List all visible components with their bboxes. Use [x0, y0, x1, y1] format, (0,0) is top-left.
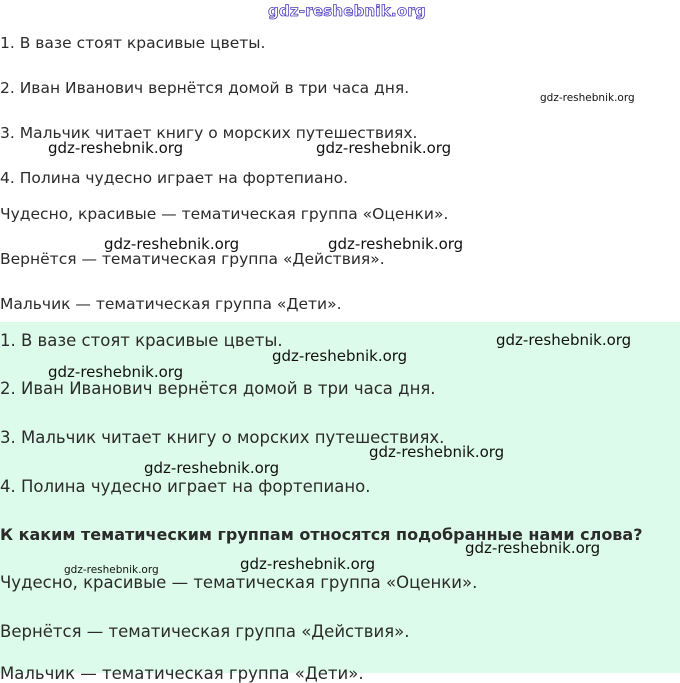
sentence-1: 1. В вазе стоят красивые цветы. [0, 331, 283, 350]
watermark: gdz-reshebnik.org [104, 235, 240, 253]
sentence-3: 3. Мальчик читает книгу о морских путешествиях. [0, 428, 445, 447]
answer-children: Мальчик — тематическая группа «Дети». [0, 295, 342, 313]
sentence-2: 2. Иван Иванович вернётся домой в три часа дня. [0, 79, 410, 97]
question-heading: К каким тематическим группам относятся подобранные нами слова? [0, 525, 643, 544]
answer-evaluations: Чудесно, красивые — тематическая группа «Оценки». [0, 205, 449, 223]
sentence-3: 3. Мальчик читает книгу о морских путешествиях. [0, 124, 418, 142]
sentence-1: 1. В вазе стоят красивые цветы. [0, 34, 266, 52]
sentence-4: 4. Полина чудесно играет на фортепиано. [0, 169, 349, 187]
top-text-block [0, 0, 680, 322]
answer-children: Мальчик — тематическая группа «Дети». [0, 664, 364, 683]
watermark: gdz-reshebnik.org [240, 555, 376, 573]
watermark: gdz-reshebnik.org [496, 331, 632, 349]
watermark: gdz-reshebnik.org [272, 347, 408, 365]
watermark: gdz-reshebnik.org [64, 564, 159, 576]
sentence-2: 2. Иван Иванович вернётся домой в три часа дня. [0, 379, 436, 398]
watermark: gdz-reshebnik.org [369, 443, 505, 461]
watermark: gdz-reshebnik.org [144, 459, 280, 477]
watermark: gdz-reshebnik.org [465, 539, 601, 557]
answer-evaluations: Чудесно, красивые — тематическая группа «Оценки». [0, 573, 478, 592]
watermark: gdz-reshebnik.org [48, 363, 184, 381]
answer-actions: Вернётся — тематическая группа «Действия». [0, 622, 410, 641]
answer-actions: Вернётся — тематическая группа «Действия». [0, 250, 385, 268]
watermark: gdz-reshebnik.org [316, 139, 452, 157]
watermark-header: gdz-reshebnik.org [268, 2, 426, 20]
watermark: gdz-reshebnik.org [328, 235, 464, 253]
sentence-4: 4. Полина чудесно играет на фортепиано. [0, 477, 371, 496]
watermark: gdz-reshebnik.org [48, 139, 184, 157]
watermark: gdz-reshebnik.org [540, 92, 635, 104]
